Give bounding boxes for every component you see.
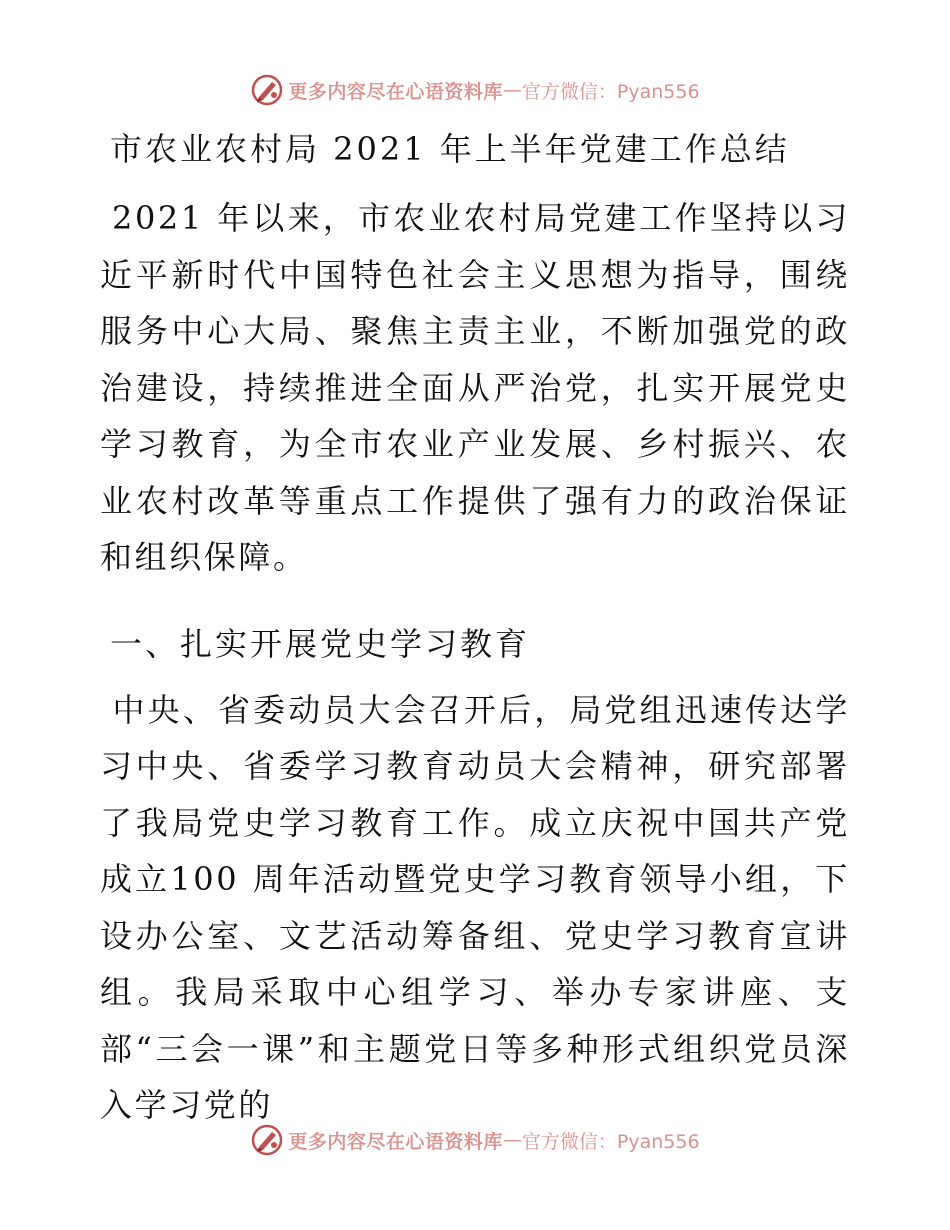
header-watermark <box>0 70 950 110</box>
section-1-heading: 一、扎实开展党史学习教育 <box>110 624 531 663</box>
intro-paragraph <box>100 190 850 586</box>
watermark-main-text: 更多内容尽在心语资料库 <box>288 80 503 103</box>
watermark-contact: 官方微信：Pyan556 <box>521 80 700 103</box>
document-title: 市农业农村局 2021 年上半年党建工作总结 <box>110 130 790 168</box>
watermark-separator: — <box>502 1129 522 1151</box>
section-1-paragraph-text: 中央、省委动员大会召开后，局党组迅速传达学习中央、省委学习教育动员大会精神，研究部署了我局党史学习教育工作。成立庆祝中国共产党成立100 周年活动暨党史学习教育领导小组，下设办公室、文艺活动筹备组、党史学习教育宣讲组。我局采取中心组学习、举办专家讲座、支部“三会一课”和主题党日等多种形式组织党员深入学习党的 <box>100 690 850 1124</box>
watermark-separator: — <box>502 79 522 101</box>
red-seal-pen-logo-icon <box>250 73 284 107</box>
footer-watermark <box>0 1120 950 1160</box>
red-seal-pen-logo-icon <box>250 1123 284 1157</box>
document-body <box>100 118 850 1134</box>
watermark-main-text: 更多内容尽在心语资料库 <box>288 1130 503 1153</box>
section-1-paragraph <box>100 682 850 1134</box>
watermark-contact: 官方微信：Pyan556 <box>521 1130 700 1153</box>
intro-paragraph-text: 2021 年以来，市农业农村局党建工作坚持以习近平新时代中国特色社会主义思想为指导，围绕服务中心大局、聚焦主责主业，不断加强党的政治建设，持续推进全面从严治党，扎实开展党史学习教育，为全市农业产业发展、乡村振兴、农业农村改革等重点工作提供了强有力的政治保证和组织保障。 <box>100 199 850 576</box>
